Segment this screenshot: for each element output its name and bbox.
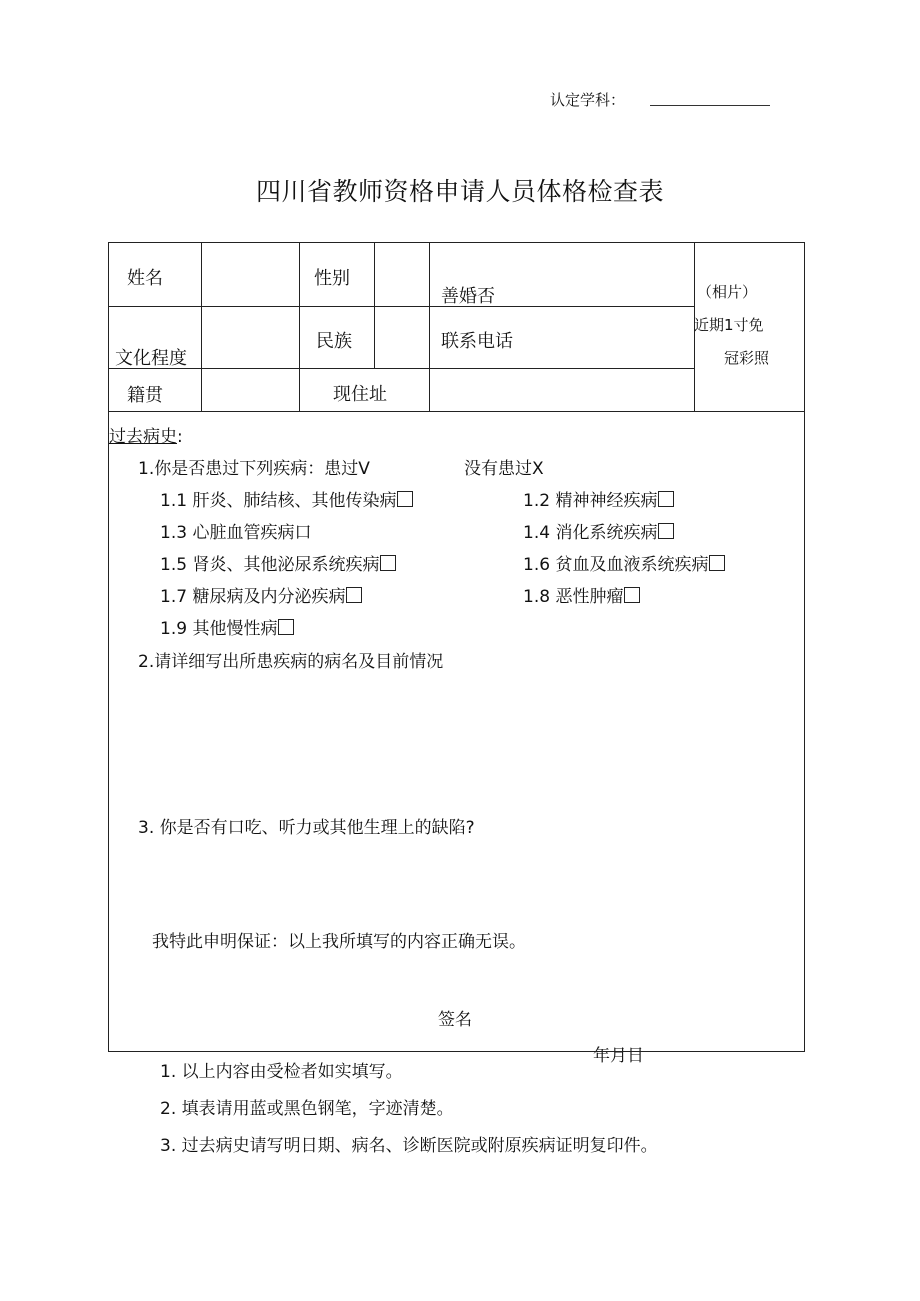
address-field[interactable] (431, 369, 693, 410)
disease-item (160, 486, 413, 511)
ethnicity-field[interactable] (375, 307, 428, 367)
disease-item (523, 582, 640, 607)
photo-line3: 冠彩照 (724, 349, 770, 367)
disease-label: 1.5 肾炎、其他泌尿系统疾病 (160, 555, 380, 575)
history-heading (109, 422, 183, 447)
disease-label: 1.7 糖尿病及内分泌疾病 (160, 587, 346, 607)
disease-item (160, 518, 311, 543)
gender-label: 性别 (314, 268, 350, 289)
note-item: 2. 填表请用蓝或黑色钢笔，字迹清楚。 (160, 1099, 454, 1119)
question-3-answer-area[interactable] (138, 845, 778, 915)
disease-checkbox[interactable] (380, 555, 396, 571)
question-3: 3. 你是否有口吃、听力或其他生理上的缺陷? (138, 818, 475, 838)
ethnicity-label: 民族 (316, 331, 352, 352)
question-1-no: 没有患过X (464, 459, 544, 479)
disease-label: 1.1 肝炎、肺结核、其他传染病 (160, 491, 397, 511)
disease-checkbox[interactable] (658, 491, 674, 507)
disease-item (523, 550, 725, 575)
disease-checkbox[interactable] (278, 619, 294, 635)
photo-line1: （相片） (697, 283, 758, 301)
row-divider (109, 411, 804, 412)
question-2: 2.请详细写出所患疾病的病名及目前情况 (138, 652, 444, 672)
phone-label: 联系电话 (441, 331, 513, 352)
history-heading-colon: : (177, 427, 183, 447)
address-label: 现住址 (333, 384, 387, 405)
disease-label: 1.3 心脏血管疾病 (160, 523, 295, 543)
disease-item (160, 582, 362, 607)
disease-checkbox[interactable] (658, 523, 674, 539)
disease-checkbox[interactable] (397, 491, 413, 507)
declaration: 我特此申明保证：以上我所填写的内容正确无误。 (152, 932, 526, 952)
native-place-label: 籍贯 (127, 385, 163, 406)
marital-status-label: 善婚否 (441, 286, 495, 307)
disease-item (523, 486, 674, 511)
disease-item (523, 518, 674, 543)
subject-label: 认定学科： (550, 91, 626, 109)
disease-mark[interactable]: 口 (294, 523, 312, 543)
col-divider (429, 243, 430, 411)
disease-label: 1.4 消化系统疾病 (523, 523, 658, 543)
disease-checkbox[interactable] (346, 587, 362, 603)
gender-field[interactable] (375, 244, 428, 305)
photo-line2: 近期1寸免 (694, 316, 764, 334)
page-title: 四川省教师资格申请人员体格检查表 (255, 177, 664, 206)
disease-label: 1.2 精神神经疾病 (523, 491, 658, 511)
disease-label: 1.9 其他慢性病 (160, 619, 278, 639)
note-item: 3. 过去病史请写明日期、病名、诊断医院或附原疾病证明复印件。 (160, 1136, 658, 1156)
col-divider (299, 243, 300, 411)
disease-label: 1.8 恶性肿瘤 (523, 587, 624, 607)
subject-input-line[interactable] (650, 105, 770, 106)
signature-label: 签名 (438, 1010, 472, 1030)
name-field[interactable] (202, 244, 298, 305)
education-field[interactable] (202, 307, 298, 367)
disease-checkbox[interactable] (709, 555, 725, 571)
name-label: 姓名 (127, 268, 163, 289)
disease-checkbox[interactable] (624, 587, 640, 603)
native-place-field[interactable] (202, 369, 298, 410)
question-2-answer-area[interactable] (138, 680, 778, 800)
disease-item (160, 550, 396, 575)
disease-item (160, 614, 294, 639)
disease-label: 1.6 贫血及血液系统疾病 (523, 555, 709, 575)
question-1: 1.你是否患过下列疾病：患过V (138, 459, 370, 479)
note-item: 1. 以上内容由受检者如实填写。 (160, 1062, 403, 1082)
date-label: 年月日 (593, 1046, 644, 1066)
education-label: 文化程度 (115, 348, 187, 369)
history-heading-text: 过去病史 (109, 427, 177, 447)
